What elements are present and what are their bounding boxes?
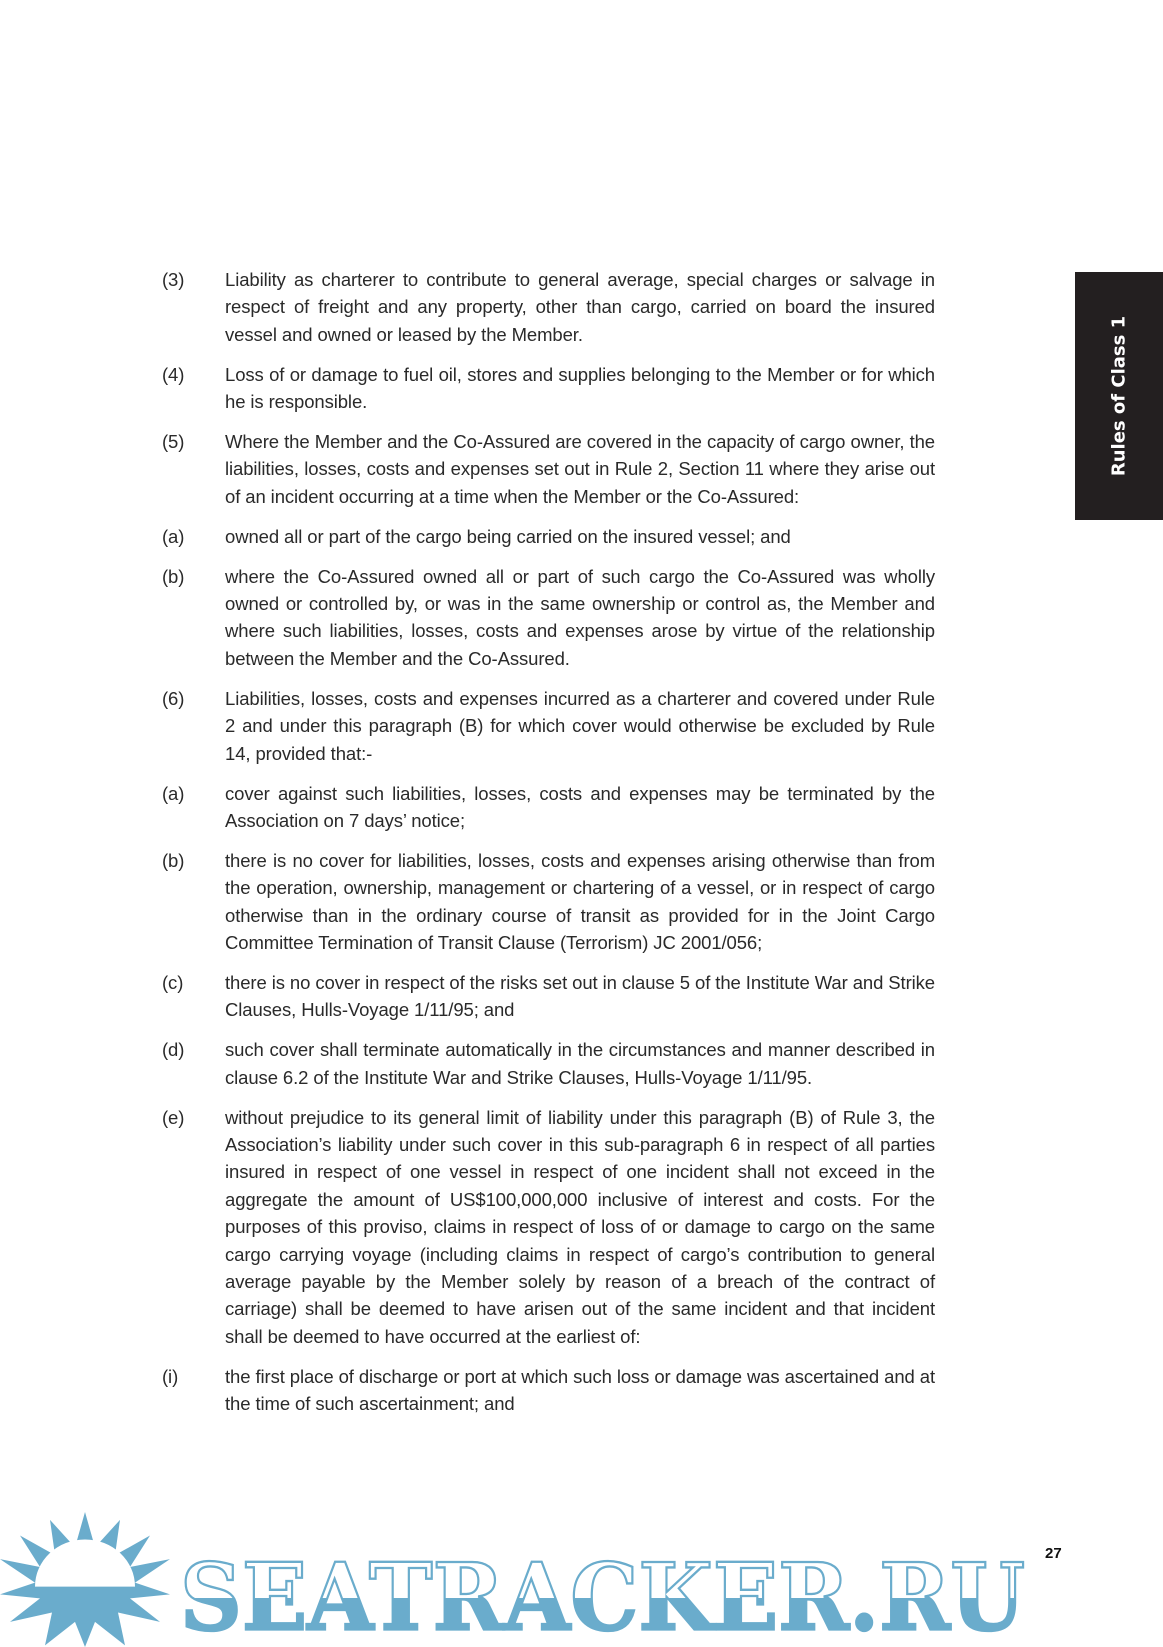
item-label: (c) xyxy=(162,971,184,993)
list-item xyxy=(162,1104,935,1351)
item-label: (i) xyxy=(162,1365,179,1387)
item-text: such cover shall terminate automatically in the circumstances and manner described in clause 6.2 of the Institute War and Strike Clauses, Hulls-Voyage 1/11/95. xyxy=(225,1039,935,1088)
item-text: Loss of or damage to fuel oil, stores and supplies belonging to the Member or for which he is responsible. xyxy=(225,363,935,413)
section-side-tab xyxy=(1075,272,1163,520)
list-item xyxy=(162,1036,935,1091)
list-item xyxy=(162,266,935,348)
side-tab-label: Rules of Class 1 xyxy=(1108,315,1130,477)
list-item xyxy=(162,428,935,510)
item-text: Liability as charterer to contribute to general average, special charges or salvage in respect of freight and any property, other than cargo, carried on board the insured vessel and owned or leased by the Member. xyxy=(225,269,935,345)
item-text: Liabilities, losses, costs and expenses incurred as a charterer and covered under Rule 2 and under this paragraph (B) for which cover would otherwise be excluded by Rule 14, provided that:- xyxy=(225,687,935,764)
watermark-text: SEATRACKER.RU xyxy=(180,1543,1025,1647)
list-item xyxy=(162,1363,935,1418)
item-text: Where the Member and the Co-Assured are covered in the capacity of cargo owner, the liabilities, losses, costs and expenses set out in Rule 2, Section 11 where they arise out of an incident occurring at a time when the Member or the Co-Assured: xyxy=(225,431,935,507)
item-text: there is no cover for liabilities, losses, costs and expenses arising otherwise than from the operation, ownership, management or chartering of a vessel, or in respect of cargo otherwise than in the ordinary course of transit as provided for in the Joint Cargo Committee Termination of Transit Clause (Terrorism) JC 2001/056; xyxy=(225,849,935,954)
item-label: (5) xyxy=(162,431,185,453)
item-text: the first place of discharge or port at which such loss or damage was ascertained and at the time of such ascertainment; and xyxy=(225,1365,935,1415)
list-item xyxy=(162,847,935,957)
item-text: there is no cover in respect of the risks set out in clause 5 of the Institute War and Strike Clauses, Hulls-Voyage 1/11/95; and xyxy=(225,971,935,1021)
item-text: owned all or part of the cargo being carried on the insured vessel; and xyxy=(225,525,791,547)
list-item xyxy=(162,361,935,416)
page-number: 27 xyxy=(1045,1545,1062,1562)
item-text: cover against such liabilities, losses, costs and expenses may be terminated by the Association on 7 days’ notice; xyxy=(225,782,935,831)
list-item xyxy=(162,685,935,767)
item-text: where the Co-Assured owned all or part of such cargo the Co-Assured was wholly owned or controlled by, or was in the same ownership or control as, the Member and where such liabilities, losses, costs and expenses arose by virtue of the relationship between the Member and the Co-Assured. xyxy=(225,565,935,669)
rule-list xyxy=(162,266,935,1430)
list-item xyxy=(162,563,935,673)
item-label: (4) xyxy=(162,363,185,385)
item-label: (d) xyxy=(162,1039,185,1061)
sun-icon xyxy=(0,1512,170,1647)
list-item xyxy=(162,523,935,550)
item-label: (e) xyxy=(162,1106,185,1128)
item-label: (b) xyxy=(162,565,185,587)
list-item xyxy=(162,780,935,835)
list-item xyxy=(162,969,935,1024)
item-label: (b) xyxy=(162,849,185,871)
item-label: (6) xyxy=(162,687,185,709)
item-label: (a) xyxy=(162,525,185,547)
item-label: (3) xyxy=(162,269,185,290)
item-label: (a) xyxy=(162,782,185,804)
watermark-logo xyxy=(0,1512,1163,1647)
item-text: without prejudice to its general limit of liability under this paragraph (B) of Rule 3, the Association’s liability under such cover in this sub-paragraph 6 in respect of all parties insured in respect of one vessel in respect of one incident shall not exceed in the aggregate the amount of US$100,000,000 inclusive of interest and costs. For the purposes of this proviso, claims in respect of loss of or damage to cargo on the same cargo carrying voyage (including claims in respect of cargo’s contribution to general average payable by the Member solely by reason of a breach of the contract of carriage) shall be deemed to have arisen out of the same incident and that incident shall be deemed to have occurred at the earliest of: xyxy=(225,1106,935,1347)
